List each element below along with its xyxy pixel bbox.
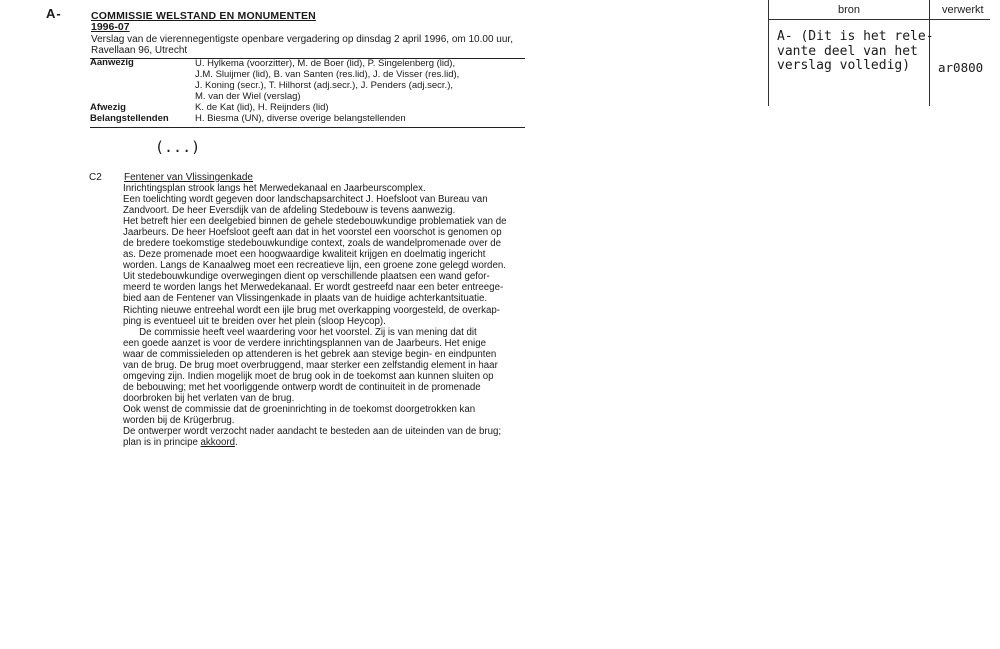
source-column-header: bron: [838, 4, 861, 16]
body-line: worden. Langs de Kanaalweg moet een recreatieve lijn, een groene zone gelegd worden.: [123, 260, 506, 272]
source-note-line: verslag volledig): [777, 58, 911, 73]
meeting-location: Ravellaan 96, Utrecht: [91, 45, 188, 56]
present-line: J. Koning (secr.), T. Hilhorst (adj.secr.), J. Penders (adj.secr.),: [195, 80, 453, 92]
item-heading: Fentener van Vlissingenkade: [124, 172, 253, 183]
source-note-line: vante deel van het: [777, 43, 918, 59]
body-line: bied aan de Fentener van Vlissingenkade in plaats van de huidige achterkantsituatie.: [123, 293, 488, 305]
item-body: [123, 183, 528, 448]
body-line: ping is eventueel uit te breiden over het plein (sloop Heycop).: [123, 315, 386, 327]
body-line: Het betreft hier een deelgebied binnen de gehele stedebouwkundige problematiek van de: [123, 216, 507, 228]
body-line: Richting nieuwe entreehal wordt een ijle brug met overkapping voorgesteld, de overkap-: [123, 304, 500, 316]
stakeholders-label: Belangstellenden: [90, 113, 169, 124]
body-line: de bredere toekomstige stedebouwkundige context, zoals de wandelpromenade over de: [123, 238, 502, 250]
body-line-final: [123, 437, 528, 448]
final-period: .: [235, 437, 238, 449]
body-line: van de brug. De brug moet overbruggend, maar sterker een zelfstandig element in haar: [123, 359, 498, 371]
present-list: [195, 58, 459, 102]
body-line: worden bij de Krügerbrug.: [123, 414, 235, 426]
body-line: meerd te worden langs het Merwedekanaal. Er wordt gestreefd naar een beter entreege-: [123, 282, 504, 294]
body-line: Ook wenst de commissie dat de groeninrichting in de toekomst doorgetrokken kan: [123, 403, 476, 415]
processed-column-header: verwerkt: [942, 4, 984, 16]
item-code: C2: [89, 172, 102, 183]
document-number: 1996-07: [91, 21, 130, 33]
margin-mark: A-: [46, 6, 62, 21]
body-line: De commissie heeft veel waardering voor het voorstel. Zij is van mening dat dit: [123, 326, 477, 338]
body-line: waar de commissieleden op attenderen is het gebrek aan stevige begin- en eindpunten: [123, 348, 497, 360]
archive-code: ar0800: [938, 60, 984, 75]
source-note: [777, 30, 934, 74]
present-line: M. van der Wiel (verslag): [195, 91, 301, 103]
body-line: as. Deze promenade moet een hoogwaardige kwaliteit krijgen en doelmatig ingericht: [123, 249, 486, 261]
present-label: Aanwezig: [90, 57, 134, 68]
absent-list: K. de Kat (lid), H. Reijnders (lid): [195, 102, 329, 113]
attendance-divider: [90, 127, 525, 128]
body-line: Zandvoort. De heer Eversdijk van de afdeling Stedebouw is tevens aanwezig.: [123, 205, 456, 217]
present-line: U. Hylkema (voorzitter), M. de Boer (lid), P. Singelenberg (lid),: [195, 58, 456, 69]
body-line: doorbroken bij het verlaten van de brug.: [123, 392, 295, 404]
body-line: De ontwerper wordt verzocht nader aandacht te besteden aan de uiteinden van de brug;: [123, 426, 502, 438]
stakeholders-list: H. Biesma (UN), diverse overige belangstellenden: [195, 113, 406, 124]
source-box-left-border: [768, 0, 769, 106]
body-line: Jaarbeurs. De heer Hoefsloot geeft aan dat in het voorstel een voorschot is genomen op: [123, 227, 502, 239]
final-line-text: plan is in principe: [123, 437, 201, 449]
body-line: Een toelichting wordt gegeven door landschapsarchitect J. Hoefsloot van Bureau van: [123, 194, 488, 206]
omission-mark: (...): [155, 138, 201, 156]
meeting-description: Verslag van de vierennegentigste openbare vergadering op dinsdag 2 april 1996, om 10.00 uur,: [91, 34, 513, 45]
body-line: omgeving zijn. Indien mogelijk moet de brug ook in de toekomst aan kunnen sluiten op: [123, 370, 494, 382]
body-line: de bebouwing; met het voorliggende ontwerp wordt de continuiteit in de promenade: [123, 381, 481, 393]
absent-label: Afwezig: [90, 102, 126, 113]
document-title: COMMISSIE WELSTAND EN MONUMENTEN: [91, 10, 316, 22]
source-note-line: A- (Dit is het rele-: [777, 29, 934, 44]
body-line: Uit stedebouwkundige overwegingen dient op verschillende plaatsen een wand gefor-: [123, 271, 490, 283]
body-line: een goede aanzet is voor de verdere inrichtingsplannen van de Jaarbeurs. Het enige: [123, 337, 486, 349]
source-box-header-rule: [768, 19, 990, 20]
approval-status: akkoord: [200, 437, 236, 449]
present-line: J.M. Sluijmer (lid), B. van Santen (res.lid), J. de Visser (res.lid),: [195, 69, 460, 81]
body-line: Inrichtingsplan strook langs het Merwedekanaal en Jaarbeurscomplex.: [123, 183, 426, 194]
